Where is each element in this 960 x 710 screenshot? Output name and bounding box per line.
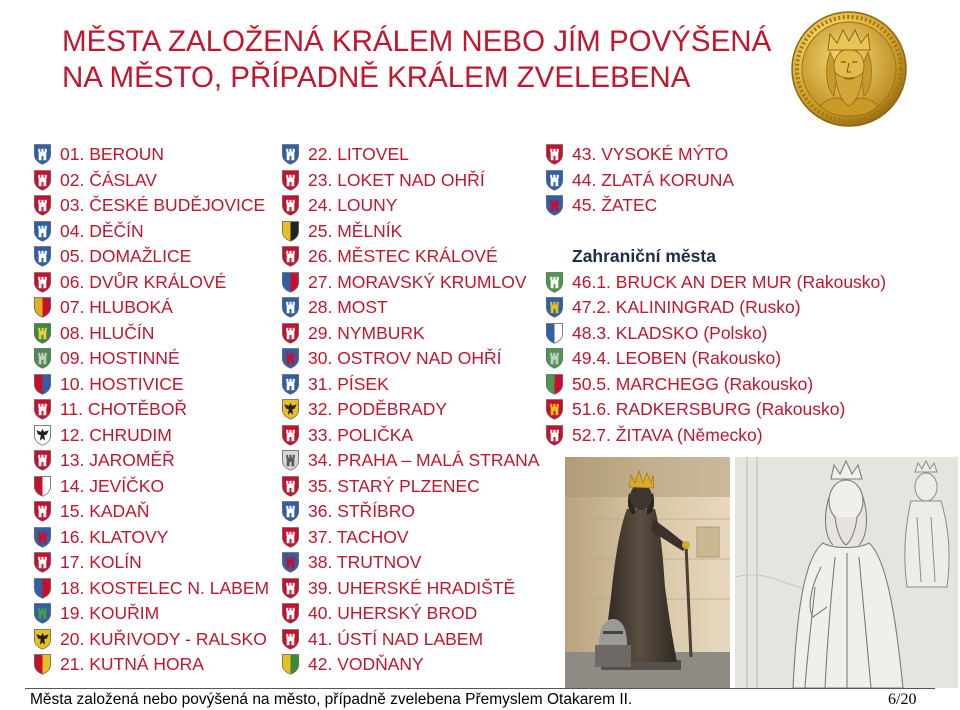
city-name: 47.2. KALININGRAD (Rusko) <box>572 297 801 318</box>
foreign-cities-heading: Zahraniční města <box>572 246 716 267</box>
coat-of-arms-tower-icon <box>281 500 300 523</box>
coat-of-arms-tower-icon <box>545 169 564 192</box>
city-name: 48.3. KLADSKO (Polsko) <box>572 322 768 343</box>
slide-title-line-1: MĚSTA ZALOŽENÁ KRÁLEM NEBO JÍM POVÝŠENÁ <box>62 25 772 58</box>
list-item <box>281 601 539 627</box>
list-item <box>33 193 269 219</box>
coat-of-arms-tower-icon <box>281 602 300 625</box>
slide-title <box>62 24 771 96</box>
city-name: 38. TRUTNOV <box>308 552 422 573</box>
city-name: 01. BEROUN <box>60 144 165 165</box>
slide-title-line-2: NA MĚSTO, PŘÍPADNĚ KRÁLEM ZVELEBENA <box>62 61 691 94</box>
list-item <box>33 168 269 194</box>
list-item <box>281 321 539 347</box>
list-item <box>33 576 269 602</box>
coat-of-arms-tower-icon <box>33 271 52 294</box>
coat-of-arms-tower-icon <box>281 296 300 319</box>
list-item <box>33 474 269 500</box>
coat-of-arms-tower-icon <box>281 373 300 396</box>
coat-of-arms-tower-icon <box>281 449 300 472</box>
city-name: 21. KUTNÁ HORA <box>60 654 204 675</box>
coat-of-arms-tower-icon <box>281 143 300 166</box>
city-name: 46.1. BRUCK AN DER MUR (Rakousko) <box>572 271 887 292</box>
coat-of-arms-tower-icon <box>281 245 300 268</box>
city-name: 18. KOSTELEC N. LABEM <box>60 577 270 598</box>
list-item <box>33 423 269 449</box>
city-name: 08. HLUČÍN <box>60 322 155 343</box>
coat-of-arms-tower-icon <box>33 602 52 625</box>
list-item <box>281 295 539 321</box>
coat-of-arms-tower-icon <box>33 322 52 345</box>
list-item <box>545 295 886 321</box>
king-statue-photo <box>565 457 730 688</box>
city-name: 43. VYSOKÉ MÝTO <box>572 144 729 165</box>
coat-of-arms-split-icon <box>545 322 564 345</box>
list-item <box>281 270 539 296</box>
coat-of-arms-tower-icon <box>545 347 564 370</box>
list-item <box>281 244 539 270</box>
city-name: 42. VODŇANY <box>308 654 424 675</box>
list-item <box>281 142 539 168</box>
list-item <box>281 474 539 500</box>
city-name: 16. KLATOVY <box>60 526 169 547</box>
coat-of-arms-tower-icon <box>33 347 52 370</box>
city-name: 25. MĚLNÍK <box>308 220 403 241</box>
city-name: 20. KUŘIVODY - RALSKO <box>60 628 267 649</box>
column-3 <box>545 142 886 448</box>
list-item <box>281 576 539 602</box>
list-item <box>281 397 539 423</box>
city-name: 22. LITOVEL <box>308 144 409 165</box>
list-item <box>545 397 886 423</box>
city-name: 03. ČESKÉ BUDĚJOVICE <box>60 195 266 216</box>
coat-of-arms-tower-icon <box>545 398 564 421</box>
coat-of-arms-tower-icon <box>33 398 52 421</box>
coat-of-arms-split-icon <box>281 271 300 294</box>
city-name: 14. JEVÍČKO <box>60 475 165 496</box>
king-drawing-image <box>735 457 958 688</box>
city-name: 09. HOSTINNÉ <box>60 348 180 369</box>
city-name: 41. ÚSTÍ NAD LABEM <box>308 628 484 649</box>
list-item <box>281 346 539 372</box>
coat-of-arms-tower-icon <box>281 577 300 600</box>
city-name: 23. LOKET NAD OHŘÍ <box>308 169 485 190</box>
coat-of-arms-eagle-icon <box>33 628 52 651</box>
city-name: 06. DVŮR KRÁLOVÉ <box>60 271 227 292</box>
list-item <box>545 321 886 347</box>
coat-of-arms-tower-icon <box>281 551 300 574</box>
coat-of-arms-tower-icon <box>33 551 52 574</box>
coat-of-arms-tower-icon <box>545 424 564 447</box>
city-name: 24. LOUNY <box>308 195 398 216</box>
coat-of-arms-split-icon <box>33 653 52 676</box>
coat-of-arms-tower-icon <box>545 143 564 166</box>
city-name: 13. JAROMĚŘ <box>60 450 175 471</box>
city-name: 33. POLIČKA <box>308 424 414 445</box>
list-item <box>281 652 539 678</box>
coat-of-arms-tower-icon <box>33 245 52 268</box>
city-name: 19. KOUŘIM <box>60 603 160 624</box>
list-item <box>545 423 886 449</box>
list-item <box>33 295 269 321</box>
city-name: 29. NYMBURK <box>308 322 425 343</box>
page-number: 6/20 <box>888 691 917 708</box>
list-item <box>281 550 539 576</box>
list-item <box>33 397 269 423</box>
list-item <box>545 193 886 219</box>
city-name: 34. PRAHA – MALÁ STRANA <box>308 450 540 471</box>
city-name: 36. STŘÍBRO <box>308 501 415 522</box>
coat-of-arms-tower-icon <box>33 220 52 243</box>
list-item <box>33 244 269 270</box>
city-name: 37. TACHOV <box>308 526 409 547</box>
city-name: 51.6. RADKERSBURG (Rakousko) <box>572 399 846 420</box>
coat-of-arms-tower-icon <box>281 169 300 192</box>
coat-of-arms-tower-icon <box>281 424 300 447</box>
list-item <box>545 372 886 398</box>
city-name: 44. ZLATÁ KORUNA <box>572 169 735 190</box>
city-name: 52.7. ŽITAVA (Německo) <box>572 424 763 445</box>
list-item <box>33 601 269 627</box>
city-name: 45. ŽATEC <box>572 195 658 216</box>
coat-of-arms-tower-icon <box>33 500 52 523</box>
list-item <box>33 346 269 372</box>
list-item <box>33 372 269 398</box>
city-name: 32. PODĚBRADY <box>308 399 448 420</box>
coat-of-arms-tower-icon <box>545 271 564 294</box>
coat-of-arms-tower-icon <box>33 526 52 549</box>
list-item <box>33 652 269 678</box>
city-name: 40. UHERSKÝ BROD <box>308 603 478 624</box>
city-name: 11. CHOTĚBOŘ <box>60 399 188 420</box>
list-item <box>33 550 269 576</box>
column-1 <box>33 142 269 678</box>
list-item <box>281 423 539 449</box>
list-spacer <box>545 219 886 245</box>
list-item <box>33 142 269 168</box>
list-item <box>281 193 539 219</box>
city-name: 02. ČÁSLAV <box>60 169 157 190</box>
coat-of-arms-split-icon <box>33 296 52 319</box>
city-name: 50.5. MARCHEGG (Rakousko) <box>572 373 814 394</box>
city-name: 12. CHRUDIM <box>60 424 172 445</box>
city-name: 30. OSTROV NAD OHŘÍ <box>308 348 502 369</box>
list-item <box>545 270 886 296</box>
list-item <box>545 346 886 372</box>
coat-of-arms-tower-icon <box>33 449 52 472</box>
footer-divider <box>25 688 935 689</box>
list-item <box>281 448 539 474</box>
list-item <box>33 448 269 474</box>
coat-of-arms-split-icon <box>545 373 564 396</box>
list-item <box>545 168 886 194</box>
list-item <box>281 219 539 245</box>
city-name: 35. STARÝ PLZENEC <box>308 475 480 496</box>
list-item <box>281 168 539 194</box>
list-item <box>281 372 539 398</box>
column-2 <box>281 142 539 678</box>
list-item <box>545 142 886 168</box>
city-name: 10. HOSTIVICE <box>60 373 184 394</box>
city-name: 15. KADAŇ <box>60 501 150 522</box>
city-name: 27. MORAVSKÝ KRUMLOV <box>308 271 527 292</box>
coat-of-arms-eagle-icon <box>281 398 300 421</box>
coat-of-arms-split-icon <box>281 653 300 676</box>
list-item <box>33 321 269 347</box>
city-name: 39. UHERSKÉ HRADIŠTĚ <box>308 577 516 598</box>
list-item <box>33 525 269 551</box>
coat-of-arms-tower-icon <box>545 296 564 319</box>
list-item <box>281 499 539 525</box>
coat-of-arms-split-icon <box>281 220 300 243</box>
coat-of-arms-tower-icon <box>281 628 300 651</box>
city-name: 28. MOST <box>308 297 388 318</box>
city-name: 17. KOLÍN <box>60 552 142 573</box>
coat-of-arms-tower-icon <box>33 169 52 192</box>
list-item <box>281 525 539 551</box>
coat-of-arms-split-icon <box>33 373 52 396</box>
coat-of-arms-eagle-icon <box>33 424 52 447</box>
list-item <box>281 627 539 653</box>
coat-of-arms-tower-icon <box>281 526 300 549</box>
city-name: 05. DOMAŽLICE <box>60 246 192 267</box>
coat-of-arms-tower-icon <box>281 475 300 498</box>
city-name: 07. HLUBOKÁ <box>60 297 173 318</box>
city-name: 49.4. LEOBEN (Rakousko) <box>572 348 782 369</box>
coat-of-arms-tower-icon <box>545 194 564 217</box>
list-item <box>33 270 269 296</box>
city-name: 31. PÍSEK <box>308 373 389 394</box>
city-name: 26. MĚSTEC KRÁLOVÉ <box>308 246 498 267</box>
coat-of-arms-split-icon <box>33 577 52 600</box>
city-name: 04. DĚČÍN <box>60 220 144 241</box>
coat-of-arms-tower-icon <box>33 194 52 217</box>
coat-of-arms-tower-icon <box>281 194 300 217</box>
coat-of-arms-tower-icon <box>281 347 300 370</box>
footer-caption: Města založená nebo povýšená na město, případně zvelebena Přemyslem Otakarem II. <box>30 691 633 708</box>
list-item <box>33 219 269 245</box>
list-item <box>33 499 269 525</box>
coat-of-arms-tower-icon <box>281 322 300 345</box>
gold-coin-icon <box>790 10 908 128</box>
coat-of-arms-tower-icon <box>33 143 52 166</box>
coat-of-arms-split-icon <box>33 475 52 498</box>
list-item <box>33 627 269 653</box>
